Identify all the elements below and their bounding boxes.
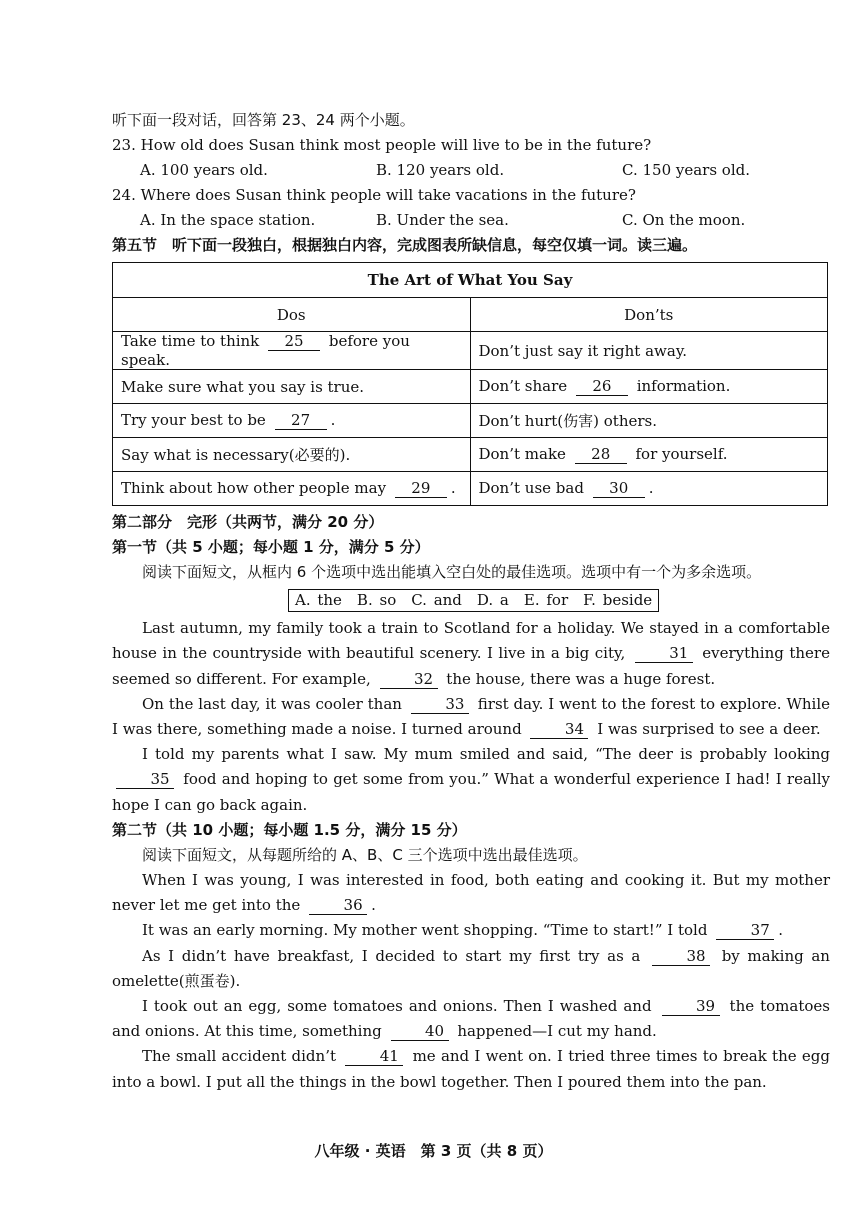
donts-column-header: Don’ts: [470, 298, 828, 332]
dos-cell: [113, 472, 471, 506]
passage-text: When I was young, I was interested in food, both eating and cooking it. But my mother never let me get into the: [112, 871, 830, 915]
answer-blank[interactable]: 28: [575, 446, 627, 464]
answer-blank[interactable]: 32: [380, 671, 438, 689]
passage-text: by making an omelette(煎蛋卷).: [112, 946, 830, 990]
table-row: [113, 438, 828, 472]
option-b: B. Under the sea.: [376, 211, 509, 229]
section-5-heading: 第五节 听下面一段独白，根据独白内容，完成图表所缺信息，每空仅填一词。读三遍。: [112, 236, 698, 254]
answer-blank[interactable]: 40: [391, 1023, 449, 1041]
passage-2-paragraph: [112, 1044, 830, 1094]
answer-blank[interactable]: 33: [411, 696, 469, 714]
dos-cell: [113, 370, 471, 404]
cell-text: Say what is necessary(必要的).: [121, 446, 351, 464]
passage-1-paragraph: [112, 616, 830, 692]
passage-text: the tomatoes and onions. At this time, something: [112, 997, 830, 1041]
answer-blank[interactable]: 37: [716, 922, 774, 940]
cell-text: Don’t share: [478, 377, 568, 395]
option-b: B. 120 years old.: [376, 161, 505, 179]
passage-text: happened—I cut my hand.: [457, 1022, 657, 1041]
passage-text: me and I went on. I tried three times to break the egg into a bowl. I put all the things in the bowl together. Then I poured them into the pan.: [112, 1047, 830, 1091]
option-c: C. 150 years old.: [622, 161, 751, 179]
answer-blank[interactable]: 41: [345, 1048, 403, 1066]
question-23: 23. How old does Susan think most people will live to be in the future?: [112, 136, 652, 154]
passage-text: Last autumn, my family took a train to Scotland for a holiday. We stayed in a comfortable house in the countryside with beautiful scenery. I live in a big city,: [112, 619, 830, 663]
cell-text: .: [330, 411, 336, 429]
option-c: C. On the moon.: [622, 211, 746, 229]
passage-1-paragraph: [112, 742, 830, 818]
cell-text: Think about how other people may: [121, 479, 387, 497]
answer-blank[interactable]: 26: [576, 378, 628, 396]
answer-blank[interactable]: 38: [652, 948, 710, 966]
cell-text: Try your best to be: [121, 411, 266, 429]
cell-text: Don’t just say it right away.: [478, 341, 688, 360]
part-2-section-1-instruction: 阅读下面短文，从框内 6 个选项中选出能填入空白处的最佳选项。选项中有一个为多余选项。: [142, 563, 762, 581]
donts-cell: [470, 404, 828, 438]
passage-text: .: [778, 921, 783, 940]
passage-text: everything there seemed so different. For example,: [112, 644, 830, 688]
passage-text: I told my parents what I saw. My mum smiled and said, “The deer is probably looking: [142, 745, 830, 764]
answer-blank[interactable]: 31: [635, 645, 693, 663]
part-2-section-2-instruction: 阅读下面短文，从每题所给的 A、B、C 三个选项中选出最佳选项。: [142, 845, 588, 864]
passage-text: I took out an egg, some tomatoes and onions. Then I washed and: [142, 997, 652, 1016]
answer-blank[interactable]: 25: [268, 333, 320, 351]
cell-text: .: [648, 479, 654, 497]
question-24-options: [112, 208, 830, 233]
answer-blank[interactable]: 35: [116, 771, 174, 789]
dos-column-header: Dos: [113, 298, 471, 332]
cell-text: Don’t hurt(伤害) others.: [478, 412, 658, 430]
part-2-section-1-heading: 第一节（共 5 小题；每小题 1 分，满分 5 分）: [112, 538, 430, 556]
answer-blank[interactable]: 29: [395, 480, 447, 498]
cell-text: before you speak.: [121, 332, 410, 369]
passage-text: .: [371, 896, 376, 915]
passage-text: It was an early morning. My mother went shopping. “Time to start!” I told: [142, 921, 708, 940]
passage-text: On the last day, it was cooler than: [142, 694, 402, 713]
passage-text: first day. I went to the forest to explore. While I was there, something made a noise. I turned around: [112, 694, 830, 739]
cell-text: .: [450, 479, 456, 497]
page-footer: 八年级 · 英语 第 3 页（共 8 页）: [314, 1142, 553, 1160]
cell-text: Don’t make: [478, 445, 566, 463]
table-row: [113, 404, 828, 438]
cell-text: information.: [636, 377, 731, 395]
question-23-options: [112, 158, 830, 183]
cell-text: for yourself.: [635, 445, 728, 463]
passage-2-paragraph: [112, 868, 830, 918]
option-a: A. 100 years old.: [140, 161, 268, 179]
donts-cell: [470, 332, 828, 370]
cell-text: Take time to think: [121, 332, 260, 350]
table-row: [113, 332, 828, 370]
donts-cell: [470, 438, 828, 472]
listening-instruction-23-24: 听下面一段对话，回答第 23、24 两个小题。: [112, 111, 415, 129]
part-2-section-2-heading: 第二节（共 10 小题；每小题 1.5 分，满分 15 分）: [112, 820, 467, 839]
passage-2-paragraph: [112, 918, 830, 943]
word-options-box: A. the B. so C. and D. a E. for F. beside: [288, 589, 659, 612]
passage-text: As I didn’t have breakfast, I decided to start my first try as a: [142, 946, 641, 965]
option-a: A. In the space station.: [140, 211, 316, 229]
passage-text: I was surprised to see a deer.: [597, 720, 821, 739]
passage-1-paragraph: [112, 692, 830, 742]
donts-cell: [470, 370, 828, 404]
question-24: 24. Where does Susan think people will take vacations in the future?: [112, 186, 636, 204]
passage-text: the house, there was a huge forest.: [446, 669, 716, 688]
answer-blank[interactable]: 34: [530, 721, 588, 739]
answer-blank[interactable]: 39: [662, 998, 720, 1016]
cell-text: Don’t use bad: [478, 479, 584, 497]
part-2-heading: 第二部分 完形（共两节，满分 20 分）: [112, 513, 384, 531]
passage-2-paragraph: [112, 944, 830, 994]
table-title: The Art of What You Say: [113, 263, 828, 298]
answer-blank[interactable]: 36: [309, 897, 367, 915]
art-of-speaking-table: [112, 262, 828, 506]
table-row: [113, 472, 828, 506]
cell-text: Make sure what you say is true.: [121, 377, 365, 396]
page-content: [112, 108, 830, 1095]
passage-text: The small accident didn’t: [142, 1047, 336, 1066]
donts-cell: [470, 472, 828, 506]
answer-blank[interactable]: 30: [593, 480, 645, 498]
table-row: [113, 370, 828, 404]
dos-cell: [113, 438, 471, 472]
dos-cell: [113, 332, 471, 370]
dos-cell: [113, 404, 471, 438]
answer-blank[interactable]: 27: [275, 412, 327, 430]
passage-text: food and hoping to get some from you.” What a wonderful experience I had! I really hope I can go back again.: [112, 770, 830, 814]
passage-2-paragraph: [112, 994, 830, 1044]
